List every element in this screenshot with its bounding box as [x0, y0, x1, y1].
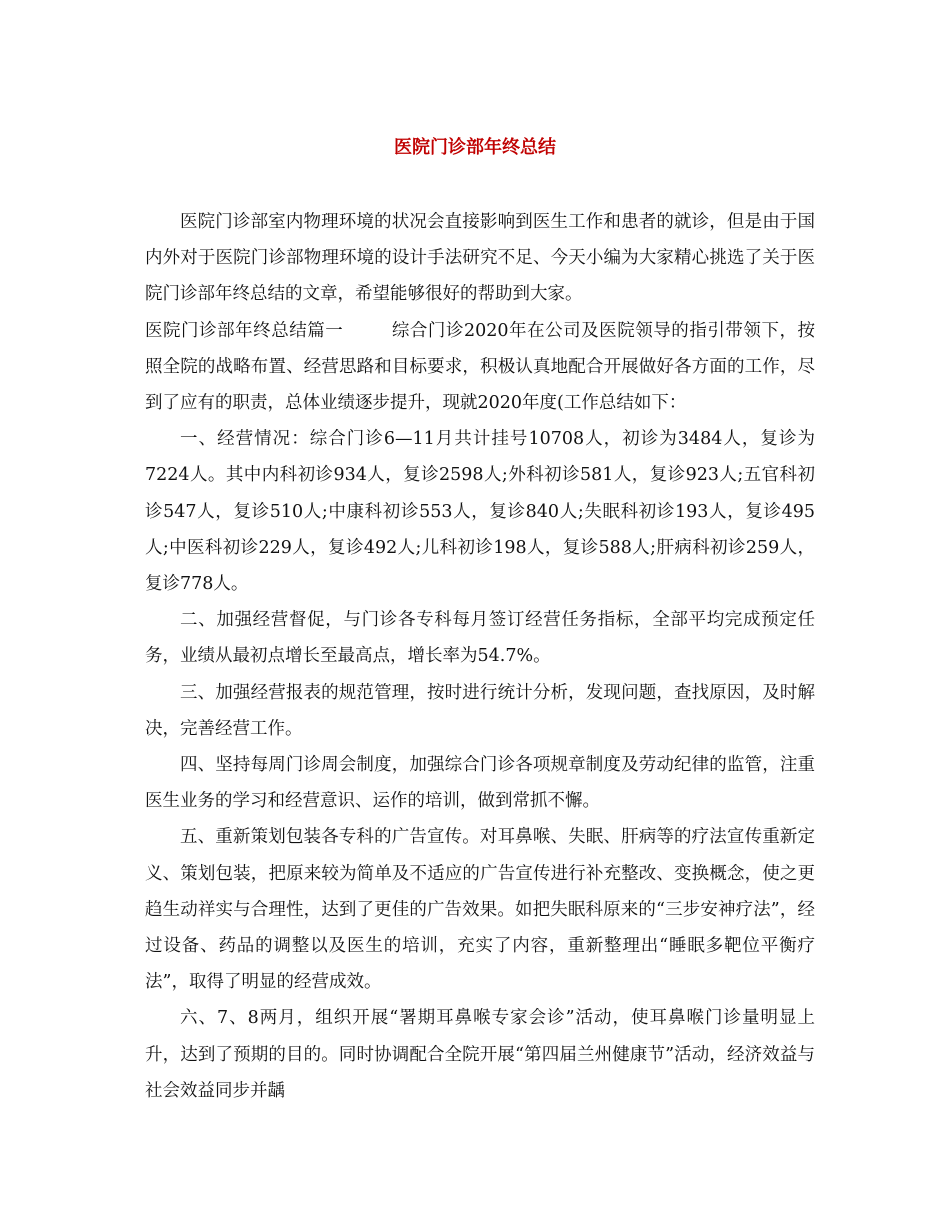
section-paragraph	[145, 313, 815, 422]
paragraph-5: 五、重新策划包装各专科的广告宣传。对耳鼻喉、失眠、肝病等的疗法宣传重新定义、策划包装，把原来较为简单及不适应的广告宣传进行补充整改、变换概念，使之更趋生动祥实与合理性，达到了更佳的广告效果。如把失眠科原来的“三步安神疗法”，经过设备、药品的调整以及医生的培训，充实了内容，重新整理出“睡眠多靶位平衡疗法”，取得了明显的经营成效。	[145, 827, 815, 993]
intro-paragraph: 医院门诊部室内物理环境的状况会直接影响到医生工作和患者的就诊，但是由于国内外对于医院门诊部物理环境的设计手法研究不足、今天小编为大家精心挑选了关于医院门诊部年终总结的文章，希望能够很好的帮助到大家。	[145, 212, 815, 305]
paragraph-4: 四、坚持每周门诊周会制度，加强综合门诊各项规章制度及劳动纪律的监管，注重医生业务的学习和经营意识、运作的培训，做到常抓不懈。	[145, 755, 815, 812]
document-body	[145, 204, 815, 1109]
section-opening: 综合门诊2020年在公司及医院领导的指引带领下，按照全院的战略布置、经营思路和目标要求，积极认真地配合开展做好各方面的工作，尽到了应有的职责，总体业绩逐步提升，现就2020年度(工作总结如下：	[145, 320, 815, 414]
document-title: 医院门诊部年终总结	[394, 137, 556, 158]
paragraph-1: 一、经营情况：综合门诊6—11月共计挂号10708人，初诊为3484人，复诊为7224人。其中内科初诊934人，复诊2598人;外科初诊581人，复诊923人;五官科初诊547人，复诊510人;中康科初诊553人，复诊840人;失眠科初诊193人，复诊495人;中医科初诊229人，复诊492人;儿科初诊198人，复诊588人;肝病科初诊259人，复诊778人。	[145, 429, 815, 595]
section-heading: 医院门诊部年终总结篇一	[145, 320, 344, 341]
paragraph-3: 三、加强经营报表的规范管理，按时进行统计分析，发现问题，查找原因，及时解决，完善经营工作。	[145, 682, 815, 739]
paragraph-2: 二、加强经营督促，与门诊各专科每月签订经营任务指标，全部平均完成预定任务，业绩从最初点增长至最高点，增长率为54.7%。	[145, 610, 815, 667]
paragraph-6: 六、7、8两月，组织开展“署期耳鼻喉专家会诊”活动，使耳鼻喉门诊量明显上升，达到了预期的目的。同时协调配合全院开展“第四届兰州健康节”活动，经济效益与社会效益同步并龋	[145, 1008, 815, 1101]
